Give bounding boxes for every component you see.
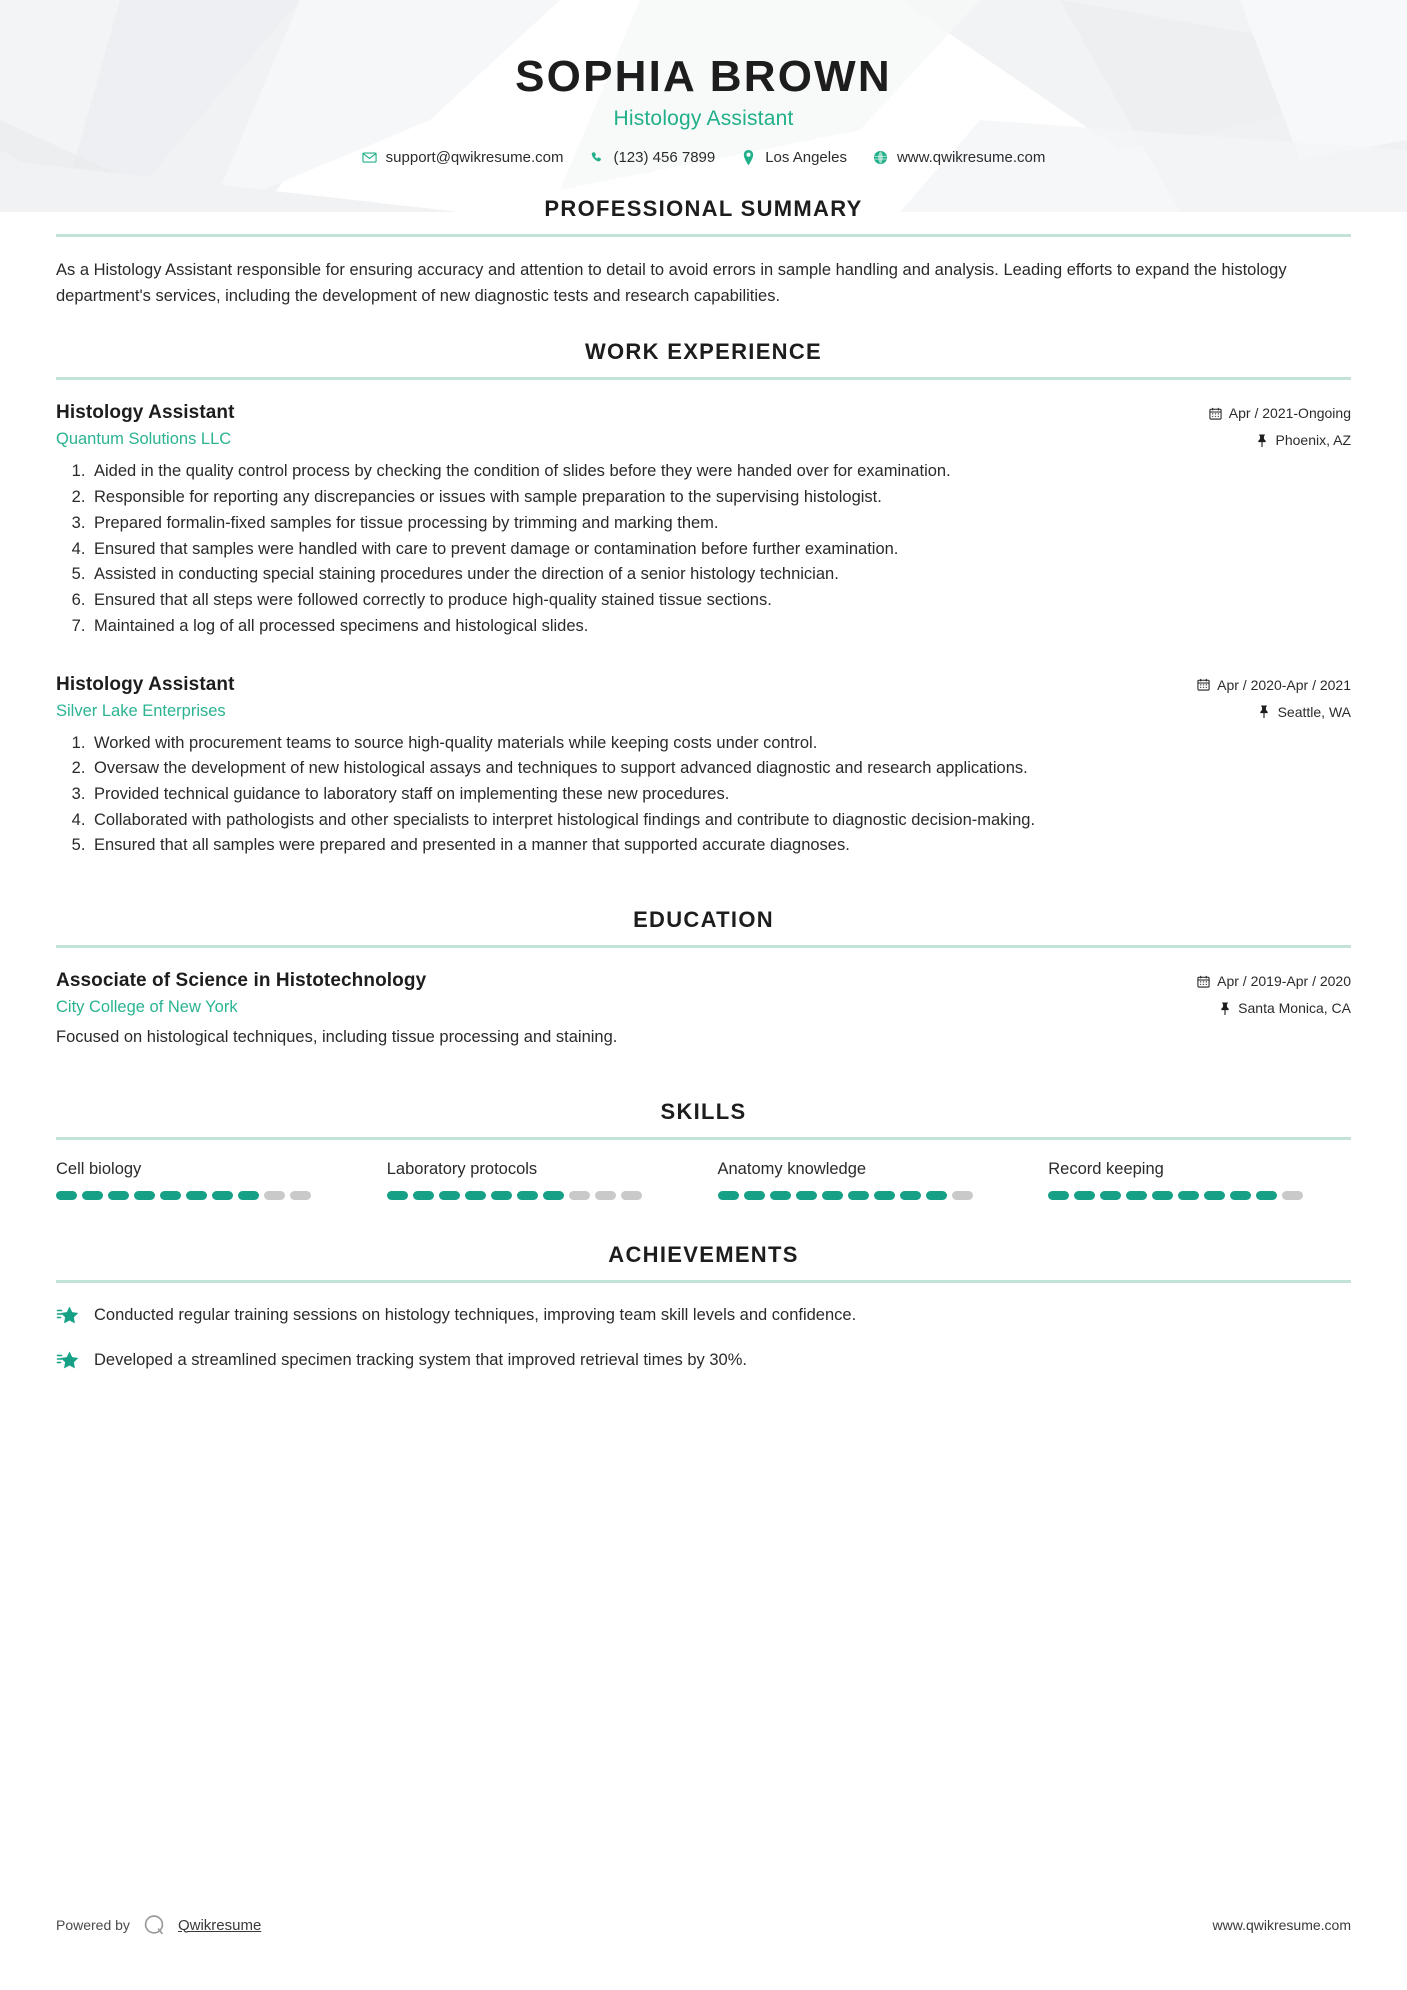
section-title-summary: PROFESSIONAL SUMMARY [544, 196, 863, 222]
work-entry-left [56, 402, 1209, 449]
skill-segment-empty [1282, 1191, 1303, 1200]
skill-segment-filled [822, 1191, 843, 1200]
work-date [1197, 677, 1351, 693]
achievement-item [56, 1303, 1351, 1328]
contact-phone-text: (123) 456 7899 [613, 149, 716, 167]
phone-icon [589, 150, 604, 165]
skill-label: Laboratory protocols [386, 1159, 538, 1178]
skill-segment-filled [543, 1191, 564, 1200]
contact-row [56, 149, 1351, 166]
work-bullet: 5. Ensured that all samples were prepared and presented in a manner that supported accurate diagnoses. [90, 833, 1351, 859]
skill-segment-filled [874, 1191, 895, 1200]
powered-by-label: Powered by [56, 1917, 130, 1933]
section-divider [56, 1137, 1351, 1140]
section-title-skills: SKILLS [660, 1098, 747, 1124]
work-role: Histology Assistant [56, 402, 235, 424]
work-bullet: 5. Assisted in conducting special staining procedures under the direction of a senior histology technician. [90, 562, 1351, 588]
skill-label: Anatomy knowledge [717, 1159, 867, 1178]
section-divider [56, 1280, 1351, 1283]
education-date-text: Apr / 2019-Apr / 2020 [1217, 973, 1351, 990]
work-bullet: 1. Worked with procurement teams to source high-quality materials while keeping costs under control. [90, 731, 1351, 757]
section-achievements [56, 1242, 1351, 1373]
education-entry-right [1197, 970, 1351, 1016]
skill-segment-empty [595, 1191, 616, 1200]
contact-phone[interactable] [589, 149, 715, 166]
skill-segment-filled [387, 1191, 408, 1200]
pushpin-icon [1218, 1002, 1231, 1015]
page-footer [56, 1912, 1351, 1938]
work-bullet: 4. Collaborated with pathologists and other specialists to interpret histological findings and contribute to diagnostic decision-making. [90, 808, 1351, 834]
skill-item [718, 1160, 1021, 1200]
skill-level-bar [718, 1191, 1021, 1200]
skill-segment-filled [186, 1191, 207, 1200]
work-entry-right [1209, 402, 1351, 448]
achievement-text: Conducted regular training sessions on histology techniques, improving team skill levels and confidence. [94, 1305, 857, 1324]
star-badge-icon [56, 1349, 80, 1373]
education-description: Focused on histological techniques, including tissue processing and staining. [56, 1028, 618, 1047]
skill-segment-filled [1048, 1191, 1069, 1200]
skill-segment-filled [465, 1191, 486, 1200]
section-title-education: EDUCATION [633, 907, 774, 933]
contact-email[interactable] [362, 149, 564, 166]
work-date-text: Apr / 2020-Apr / 2021 [1217, 676, 1351, 693]
skill-segment-filled [439, 1191, 460, 1200]
section-title-achievements: ACHIEVEMENTS [608, 1241, 799, 1267]
skill-segment-filled [796, 1191, 817, 1200]
work-entry-header [56, 402, 1351, 449]
skill-segment-filled [1074, 1191, 1095, 1200]
qwikresume-brand-link[interactable]: Qwikresume [177, 1916, 262, 1934]
skill-segment-filled [1152, 1191, 1173, 1200]
work-bullet-list [56, 459, 1351, 639]
section-professional-summary [56, 196, 1351, 309]
section-education [56, 907, 1351, 1051]
contact-location[interactable] [741, 149, 847, 166]
contact-website-text: www.qwikresume.com [896, 149, 1046, 167]
education-entry-header [56, 970, 1351, 1017]
skill-segment-filled [491, 1191, 512, 1200]
education-location [1197, 1000, 1351, 1016]
work-date-text: Apr / 2021-Ongoing [1228, 405, 1351, 422]
section-skills [56, 1099, 1351, 1200]
pushpin-icon [1258, 705, 1271, 718]
work-date [1209, 405, 1351, 421]
work-location [1197, 704, 1351, 720]
skill-segment-filled [744, 1191, 765, 1200]
achievement-text: Developed a streamlined specimen tracking system that improved retrieval times by 30%. [94, 1350, 747, 1369]
skill-level-bar [1048, 1191, 1351, 1200]
footer-url[interactable]: www.qwikresume.com [1212, 1917, 1351, 1933]
skill-segment-filled [718, 1191, 739, 1200]
skill-item [387, 1160, 690, 1200]
work-bullet: 2. Oversaw the development of new histological assays and techniques to support advanced diagnostic and research applications. [90, 756, 1351, 782]
qwikresume-q-logo-icon [141, 1912, 167, 1938]
skill-level-bar [56, 1191, 359, 1200]
section-title-work: WORK EXPERIENCE [584, 339, 823, 365]
skill-label: Cell biology [56, 1159, 142, 1178]
envelope-icon [362, 150, 377, 165]
education-school: City College of New York [56, 998, 238, 1017]
section-divider [56, 945, 1351, 948]
section-divider [56, 234, 1351, 237]
skill-segment-filled [160, 1191, 181, 1200]
skill-segment-filled [1256, 1191, 1277, 1200]
education-degree: Associate of Science in Histotechnology [56, 970, 427, 992]
achievement-item [56, 1348, 1351, 1373]
work-entry [56, 402, 1351, 639]
skill-segment-filled [1126, 1191, 1147, 1200]
work-company: Silver Lake Enterprises [56, 701, 226, 720]
contact-email-text: support@qwikresume.com [385, 149, 564, 167]
skill-segment-filled [413, 1191, 434, 1200]
skill-segment-empty [952, 1191, 973, 1200]
skill-segment-filled [517, 1191, 538, 1200]
contact-website[interactable] [873, 149, 1045, 166]
work-bullet: 1. Aided in the quality control process by checking the condition of slides before they were handed over for examination. [90, 459, 1351, 485]
skill-segment-filled [108, 1191, 129, 1200]
calendar-icon [1197, 678, 1210, 691]
skill-segment-filled [926, 1191, 947, 1200]
work-role: Histology Assistant [56, 673, 235, 695]
work-bullet: 6. Ensured that all steps were followed correctly to produce high-quality stained tissue sections. [90, 588, 1351, 614]
skill-segment-empty [621, 1191, 642, 1200]
skill-segment-filled [848, 1191, 869, 1200]
name-block [56, 0, 1351, 131]
section-divider [56, 377, 1351, 380]
skill-segment-filled [1178, 1191, 1199, 1200]
skill-segment-empty [569, 1191, 590, 1200]
skill-segment-filled [56, 1191, 77, 1200]
education-location-text: Santa Monica, CA [1238, 1000, 1351, 1017]
skill-segment-filled [212, 1191, 233, 1200]
contact-location-text: Los Angeles [765, 149, 847, 167]
pushpin-icon [1256, 434, 1269, 447]
work-bullet: 3. Prepared formalin-fixed samples for tissue processing by trimming and marking them. [90, 511, 1351, 537]
summary-text: As a Histology Assistant responsible for ensuring accuracy and attention to detail to avoid errors in sample handling and analysis. Leading efforts to expand the histology department's services, including the development of new diagnostic tests and research capabilities. [56, 261, 1287, 306]
skills-grid [56, 1160, 1351, 1200]
skill-segment-empty [290, 1191, 311, 1200]
work-bullet: 7. Maintained a log of all processed specimens and histological slides. [90, 614, 1351, 640]
globe-icon [873, 150, 888, 165]
work-location-text: Seattle, WA [1277, 703, 1351, 720]
calendar-icon [1209, 407, 1222, 420]
skill-segment-filled [238, 1191, 259, 1200]
map-pin-icon [741, 150, 756, 165]
skill-segment-filled [134, 1191, 155, 1200]
skill-item [56, 1160, 359, 1200]
section-work-experience [56, 339, 1351, 859]
skill-label: Record keeping [1048, 1159, 1164, 1178]
work-company: Quantum Solutions LLC [56, 430, 232, 449]
education-entry [56, 970, 1351, 1051]
candidate-job-title: Histology Assistant [613, 107, 794, 131]
work-entry-left [56, 674, 1197, 721]
achievements-list [56, 1303, 1351, 1373]
calendar-icon [1197, 975, 1210, 988]
education-entry-left [56, 970, 1197, 1017]
education-date [1197, 973, 1351, 989]
skill-segment-filled [1100, 1191, 1121, 1200]
star-badge-icon [56, 1304, 80, 1328]
work-entry-right [1197, 674, 1351, 720]
candidate-name: SOPHIA BROWN [515, 52, 892, 101]
work-bullet: 4. Ensured that samples were handled with care to prevent damage or contamination before further examination. [90, 537, 1351, 563]
work-location [1209, 432, 1351, 448]
skill-segment-filled [900, 1191, 921, 1200]
work-location-text: Phoenix, AZ [1275, 432, 1351, 449]
skill-segment-filled [1204, 1191, 1225, 1200]
skill-segment-filled [82, 1191, 103, 1200]
work-bullet: 2. Responsible for reporting any discrepancies or issues with sample preparation to the supervising histologist. [90, 485, 1351, 511]
skill-segment-filled [770, 1191, 791, 1200]
skill-item [1048, 1160, 1351, 1200]
skill-level-bar [387, 1191, 690, 1200]
work-entry-header [56, 674, 1351, 721]
work-bullet-list [56, 731, 1351, 860]
work-entry [56, 674, 1351, 860]
skill-segment-empty [264, 1191, 285, 1200]
skill-segment-filled [1230, 1191, 1251, 1200]
footer-brand-group [56, 1912, 261, 1938]
work-bullet: 3. Provided technical guidance to laboratory staff on implementing these new procedures. [90, 782, 1351, 808]
